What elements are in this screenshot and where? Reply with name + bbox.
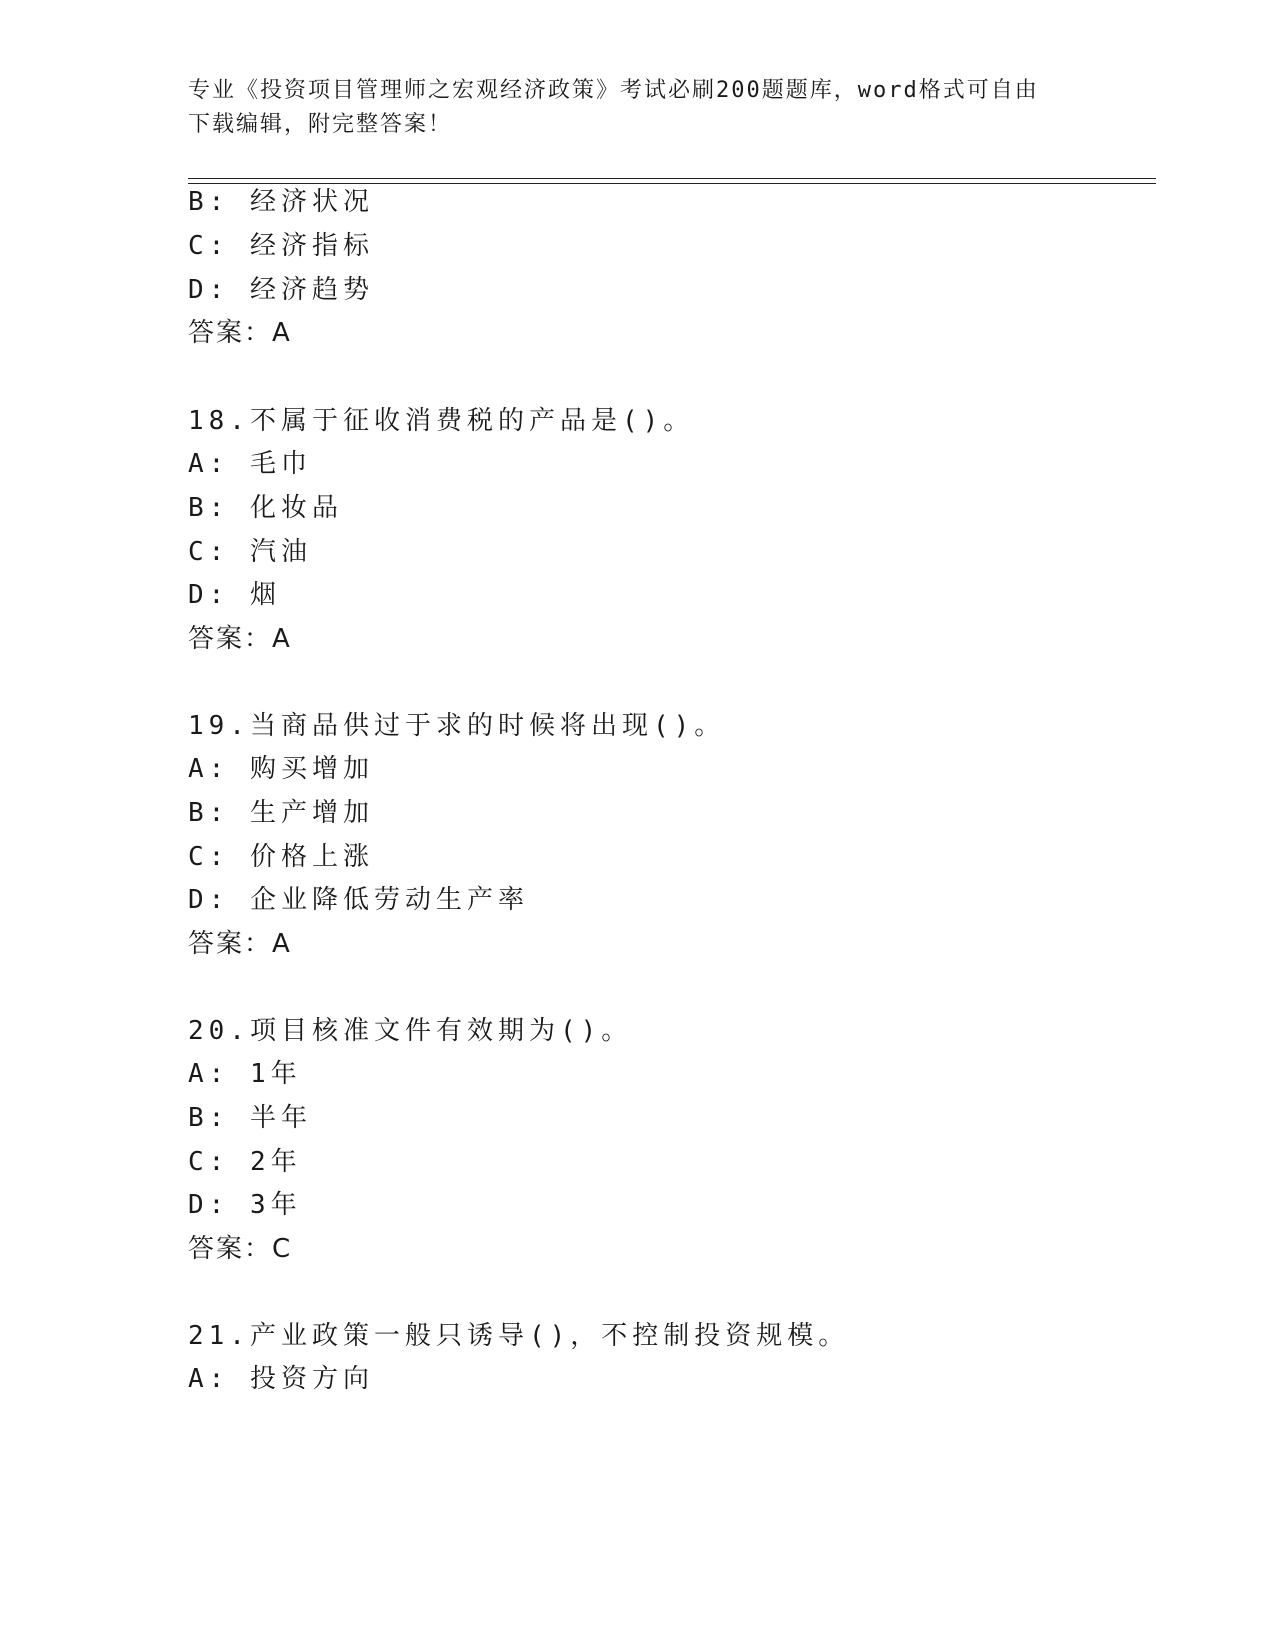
q20-option-c: C: 2年 xyxy=(188,1147,302,1177)
q19-option-d: D: 企业降低劳动生产率 xyxy=(188,885,529,915)
q19-question: 19.当商品供过于求的时候将出现()。 xyxy=(188,711,726,741)
q17-answer: 答案：A xyxy=(188,318,292,348)
header-line-2: 下载编辑，附完整答案！ xyxy=(188,112,453,137)
q17-option-c: C: 经济指标 xyxy=(188,231,374,261)
q20-option-a: A: 1年 xyxy=(188,1059,302,1089)
q20-option-d: D: 3年 xyxy=(188,1190,302,1220)
header-divider xyxy=(188,178,1156,184)
q19-option-c: C: 价格上涨 xyxy=(188,842,374,872)
q19-option-a: A: 购买增加 xyxy=(188,754,374,784)
q20-question: 20.项目核准文件有效期为()。 xyxy=(188,1016,633,1046)
q17-option-b: B: 经济状况 xyxy=(188,187,374,217)
q19-answer: 答案：A xyxy=(188,929,292,959)
q18-question: 18.不属于征收消费税的产品是()。 xyxy=(188,406,695,436)
q17-option-d: D: 经济趋势 xyxy=(188,275,374,305)
q21-question: 21.产业政策一般只诱导()，不控制投资规模。 xyxy=(188,1321,850,1351)
q20-option-b: B: 半年 xyxy=(188,1103,312,1133)
q18-option-b: B: 化妆品 xyxy=(188,493,343,523)
q18-option-a: A: 毛巾 xyxy=(188,449,312,479)
q21-option-a: A: 投资方向 xyxy=(188,1364,374,1394)
q18-answer: 答案：A xyxy=(188,624,292,654)
q20-answer: 答案：C xyxy=(188,1234,293,1264)
q18-option-c: C: 汽油 xyxy=(188,537,312,567)
q18-option-d: D: 烟 xyxy=(188,580,281,610)
document-header xyxy=(188,74,1088,142)
q19-option-b: B: 生产增加 xyxy=(188,798,374,828)
header-line-1: 专业《投资项目管理师之宏观经济政策》考试必刷200题题库，word格式可自由 xyxy=(188,78,1039,103)
